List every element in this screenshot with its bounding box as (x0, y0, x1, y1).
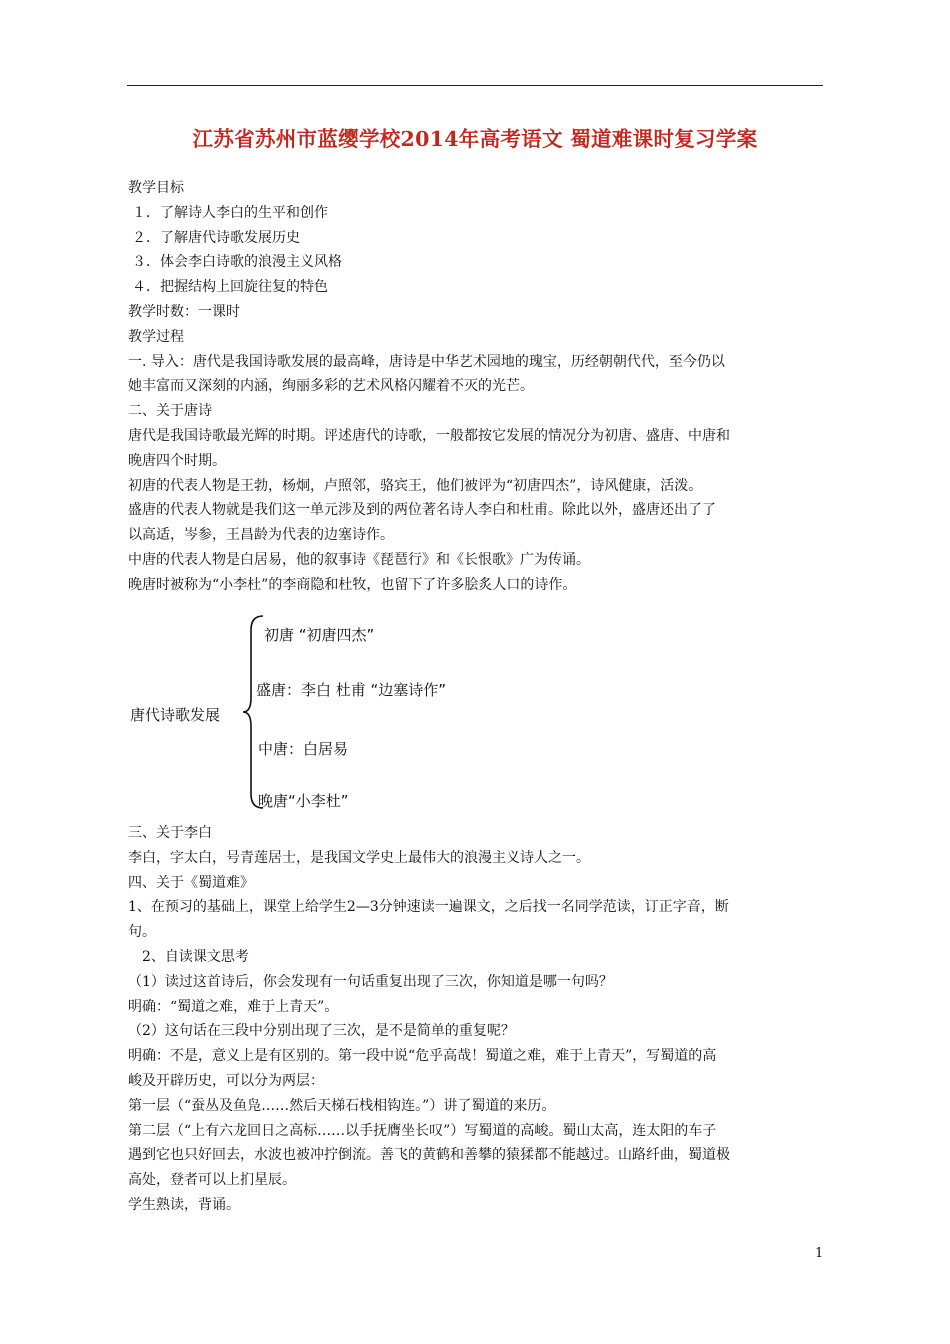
curly-brace-icon (241, 612, 265, 812)
text-line: １．了解诗人李白的生平和创作 (132, 204, 328, 221)
text-line: 二、关于唐诗 (128, 403, 212, 420)
text-line: （1）读过这首诗后，你会发现有一句话重复出现了三次，你知道是哪一句吗？ (128, 973, 613, 990)
text-line: ４．把握结构上回旋往复的特色 (132, 279, 328, 296)
text-line: 高处，登者可以上扪星辰。 (128, 1172, 296, 1189)
text-line: 明确：“蜀道之难，难于上青天”。 (128, 998, 339, 1015)
tree-branch-high-tang: 盛唐：李白 杜甫 “边塞诗作” (256, 681, 447, 699)
body-text-top (128, 176, 828, 598)
text-line: 2、自读课文思考 (142, 948, 249, 965)
text-line: ３．体会李白诗歌的浪漫主义风格 (132, 254, 342, 271)
text-line: 峻及开辟历史，可以分为两层： (128, 1072, 324, 1089)
tree-root-label: 唐代诗歌发展 (130, 706, 221, 724)
text-line: 四、关于《蜀道难》 (128, 874, 254, 891)
text-line: 李白，字太白，号青莲居士，是我国文学史上最伟大的浪漫主义诗人之一。 (128, 849, 590, 866)
text-line: 初唐的代表人物是王勃，杨炯，卢照邻，骆宾王，他们被评为“初唐四杰”，诗风健康，活泼。 (128, 477, 703, 494)
text-line: 教学目标 (128, 180, 184, 196)
text-line: 三、关于李白 (128, 825, 212, 841)
text-line: 晚唐时被称为“小李杜”的李商隐和杜牧，也留下了许多脍炙人口的诗作。 (128, 576, 577, 593)
header-rule (127, 85, 823, 86)
text-line: 以高适，岑参，王昌龄为代表的边塞诗作。 (128, 527, 394, 544)
text-line: 1、在预习的基础上，课堂上给学生2—3分钟速读一遍课文，之后找一名同学范读，订正字音，断 (128, 899, 729, 916)
text-line: ２．了解唐代诗歌发展历史 (132, 229, 300, 246)
text-line: 明确：不是，意义上是有区别的。第一段中说“危乎高哉！蜀道之难，难于上青天”，写蜀道的高 (128, 1048, 717, 1065)
body-text-bottom (128, 821, 828, 1218)
text-line: 一. 导入：唐代是我国诗歌发展的最高峰，唐诗是中华艺术园地的瑰宝，历经朝朝代代，至今仍以 (128, 353, 725, 370)
text-line: 第一层（“蚕丛及鱼凫……然后天梯石栈相钩连。”）讲了蜀道的来历。 (128, 1097, 556, 1114)
text-line: 晚唐四个时期。 (128, 452, 226, 469)
tang-poetry-tree-diagram (128, 612, 628, 820)
text-line: 她丰富而又深刻的内涵，绚丽多彩的艺术风格闪耀着不灭的光芒。 (128, 378, 534, 395)
text-line: 句。 (128, 924, 156, 941)
text-line: 遇到它也只好回去，水波也被冲拧倒流。善飞的黄鹤和善攀的猿猱都不能越过。山路纤曲，蜀道极 (128, 1147, 730, 1164)
tree-branch-late-tang: 晚唐“小李杜” (258, 792, 349, 810)
tree-branch-early-tang: 初唐 “初唐四杰” (264, 626, 375, 644)
page-number: 1 (815, 1246, 824, 1261)
text-line: 第二层（“上有六龙回日之高标……以手抚膺坐长叹”）写蜀道的高峻。蜀山太高，连太阳的车子 (128, 1122, 717, 1139)
tree-branch-mid-tang: 中唐：白居易 (258, 740, 349, 758)
text-line: 唐代是我国诗歌最光辉的时期。评述唐代的诗歌，一般都按它发展的情况分为初唐、盛唐、中唐和 (128, 427, 730, 444)
text-line: 中唐的代表人物是白居易，他的叙事诗《琵琶行》和《长恨歌》广为传诵。 (128, 551, 590, 568)
text-line: 学生熟读，背诵。 (128, 1196, 240, 1213)
text-line: 教学过程 (128, 328, 184, 345)
text-line: （2）这句话在三段中分别出现了三次，是不是简单的重复呢？ (128, 1023, 515, 1040)
document-title: 江苏省苏州市蓝缨学校2014年高考语文 蜀道难课时复习学案 (192, 127, 758, 151)
text-line: 教学时数：一课时 (128, 303, 240, 320)
text-line: 盛唐的代表人物就是我们这一单元涉及到的两位著名诗人李白和杜甫。除此以外，盛唐还出了了 (128, 502, 716, 519)
